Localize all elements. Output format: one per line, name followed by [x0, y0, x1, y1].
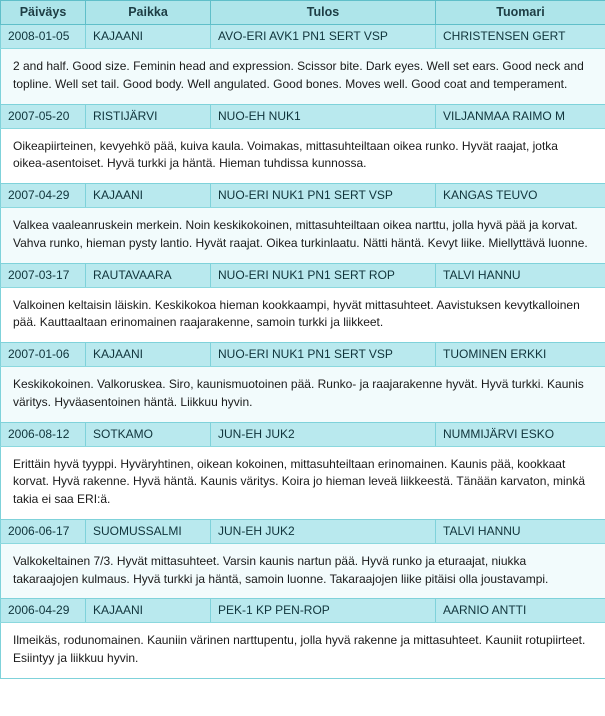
- cell-result: JUN-EH JUK2: [211, 519, 436, 543]
- cell-place: RISTIJÄRVI: [86, 104, 211, 128]
- cell-description: Valkokeltainen 7/3. Hyvät mittasuhteet. Varsin kaunis nartun pää. Hyvä runko ja eturaajat, niukka takaraajojen kulmaus. Hyvä turkki ja häntä, samoin luonne. Takaraajojen liike pitäisi olla joustavampi.: [1, 543, 605, 599]
- cell-description: Erittäin hyvä tyyppi. Hyväryhtinen, oikean kokoinen, mittasuhteiltaan erinomainen. Kaunis pää, kookkaat korvat. Hyvä rakenne. Hyvä häntä. Kaunis väritys. Koira jo hieman leveä liikkeestä. Tänään karvaton, minkä takia ei saa ERI:ä.: [1, 446, 605, 519]
- cell-result: NUO-ERI NUK1 PN1 SERT VSP: [211, 184, 436, 208]
- cell-date: 2007-05-20: [1, 104, 86, 128]
- cell-judge: TALVI HANNU: [436, 519, 605, 543]
- cell-judge: TALVI HANNU: [436, 263, 605, 287]
- cell-place: RAUTAVAARA: [86, 263, 211, 287]
- table-description-row: [1, 543, 605, 599]
- cell-place: KAJAANI: [86, 599, 211, 623]
- cell-date: 2006-08-12: [1, 422, 86, 446]
- column-header-place: Paikka: [86, 1, 211, 25]
- cell-date: 2007-04-29: [1, 184, 86, 208]
- table-description-row: [1, 49, 605, 105]
- table-description-row: [1, 287, 605, 343]
- column-header-date: Päiväys: [1, 1, 86, 25]
- cell-date: 2006-04-29: [1, 599, 86, 623]
- cell-place: KAJAANI: [86, 184, 211, 208]
- table-description-row: [1, 367, 605, 423]
- table-body: [1, 25, 605, 679]
- table-row: [1, 343, 605, 367]
- table-row: [1, 422, 605, 446]
- table-description-row: [1, 446, 605, 519]
- cell-judge: CHRISTENSEN GERT: [436, 25, 605, 49]
- table-description-row: [1, 623, 605, 679]
- cell-result: NUO-ERI NUK1 PN1 SERT ROP: [211, 263, 436, 287]
- cell-place: KAJAANI: [86, 25, 211, 49]
- cell-result: PEK-1 KP PEN-ROP: [211, 599, 436, 623]
- table-description-row: [1, 128, 605, 184]
- cell-result: NUO-EH NUK1: [211, 104, 436, 128]
- cell-date: 2006-06-17: [1, 519, 86, 543]
- table-header: [1, 1, 605, 25]
- table-row: [1, 519, 605, 543]
- cell-result: AVO-ERI AVK1 PN1 SERT VSP: [211, 25, 436, 49]
- cell-judge: KANGAS TEUVO: [436, 184, 605, 208]
- cell-result: NUO-ERI NUK1 PN1 SERT VSP: [211, 343, 436, 367]
- cell-description: Valkea vaaleanruskein merkein. Noin keskikokoinen, mittasuhteiltaan oikea narttu, jolla hyvä pää ja korvat. Vahva runko, hieman pysty lantio. Hyvät raajat. Oikea turkinlaatu. Nätti häntä. Kevyt liike. Miellyttävä luonne.: [1, 208, 605, 264]
- cell-judge: VILJANMAA RAIMO M: [436, 104, 605, 128]
- cell-judge: NUMMIJÄRVI ESKO: [436, 422, 605, 446]
- column-header-judge: Tuomari: [436, 1, 605, 25]
- cell-description: Oikeapiirteinen, kevyehkö pää, kuiva kaula. Voimakas, mittasuhteiltaan oikea runko. Hyvät raajat, jotka oikea-asentoiset. Hyvä turkki ja häntä. Hieman tuhdissa kunnossa.: [1, 128, 605, 184]
- cell-place: SUOMUSSALMI: [86, 519, 211, 543]
- table-row: [1, 104, 605, 128]
- table-header-row: [1, 1, 605, 25]
- cell-description: Ilmeikäs, rodunomainen. Kauniin värinen narttupentu, jolla hyvä rakenne ja mittasuhteet. Kauniit rotupiirteet. Esiintyy ja liikkuu hyvin.: [1, 623, 605, 679]
- cell-place: SOTKAMO: [86, 422, 211, 446]
- column-header-result: Tulos: [211, 1, 436, 25]
- table-row: [1, 599, 605, 623]
- cell-date: 2007-01-06: [1, 343, 86, 367]
- cell-description: Keskikokoinen. Valkoruskea. Siro, kaunismuotoinen pää. Runko- ja raajarakenne hyvät. Hyvä turkki. Kaunis väritys. Hyväasentoinen häntä. Liikkuu hyvin.: [1, 367, 605, 423]
- cell-description: 2 and half. Good size. Feminin head and expression. Scissor bite. Dark eyes. Well set ears. Good neck and topline. Well set tail. Good body. Well angulated. Good bones. Moves well. Good coat and temperament.: [1, 49, 605, 105]
- cell-description: Valkoinen keltaisin läiskin. Keskikokoa hieman kookkaampi, hyvät mittasuhteet. Aavistuksen kevytkalloinen pää. Kauttaaltaan erinomainen raajarakenne, samoin turkki ja liikkeet.: [1, 287, 605, 343]
- cell-date: 2007-03-17: [1, 263, 86, 287]
- cell-date: 2008-01-05: [1, 25, 86, 49]
- cell-place: KAJAANI: [86, 343, 211, 367]
- table-row: [1, 184, 605, 208]
- table-description-row: [1, 208, 605, 264]
- cell-judge: AARNIO ANTTI: [436, 599, 605, 623]
- cell-judge: TUOMINEN ERKKI: [436, 343, 605, 367]
- cell-result: JUN-EH JUK2: [211, 422, 436, 446]
- table-row: [1, 263, 605, 287]
- table-row: [1, 25, 605, 49]
